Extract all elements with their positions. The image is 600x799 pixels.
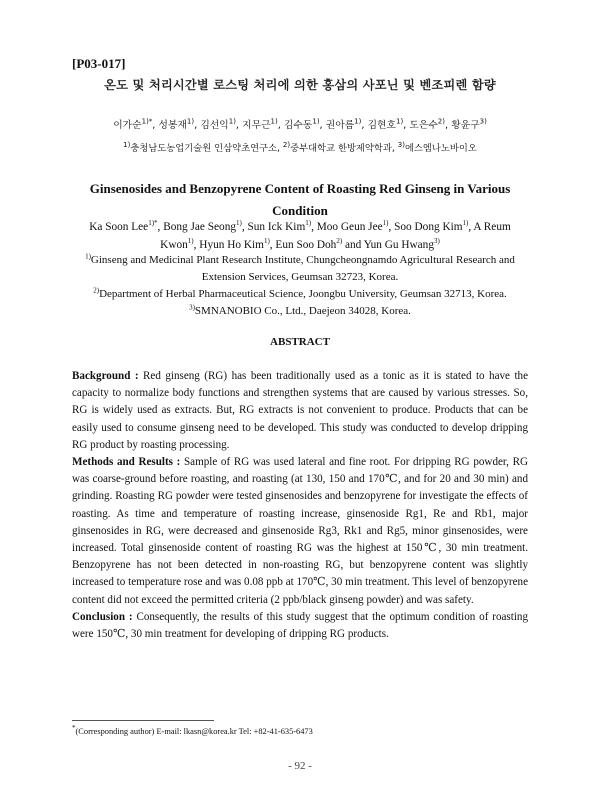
- affiliation-3: $^{3)}$SMNANOBIO Co., Ltd., Daejeon 34028, Korea.: [189, 303, 411, 317]
- affiliation-1: $^{1)}$Ginseng and Medicinal Plant Research Institute, Chungcheongnamdo Agricultural Research and Extension Services, Geumsan 32723, Korea.: [85, 252, 515, 283]
- methods-text: Sample of RG was used lateral and fine root. For dripping RG powder, RG was coarse-ground before roasting, and roasting (at 130, 150 and 170℃, and for 20 and 30 min) and grinding. Roasting RG powder were tested ginsenosides and benzopyrene for investigate the effects of roasting. As time and temperature of roasting increase, ginsenoside Rg1, Re and Rb1, major ginsenosides in RG, were decreased and ginsenoside Rg3, Rk1 and Rg5, minor ginsenosides, were increased. Total ginsenoside content of roasting RG was the highest at 150℃, 30 min treatment. Benzopyrene has not been detected in non-roasting RG, but benzopyrene content was slightly increased to temperature rose and was 0.08 ppb at 170℃, 30 min treatment. This level of benzopyrene content did not exceed the permitted criteria (2 ppb/black ginseng powder) and was safety.: [72, 456, 528, 606]
- background-text: Red ginseng (RG) has been traditionally used as a tonic as it is stated to have the capacity to normalize body functions and strengthen systems that are caused by various stresses. So, RG is widely used as extracts. But, RG extracts is not convenient to produce. Products that can be easily used to consume ginseng need to be developed. This study was conducted to develop dripping RG product by roasting processing.: [72, 370, 528, 451]
- methods-label: Methods and Results :: [72, 456, 181, 469]
- english-affiliations: [72, 252, 528, 320]
- conclusion-text: Consequently, the results of this study suggest that the optimum condition of roasting were 150℃, 30 min treatment for developing of dripping RG products.: [72, 610, 528, 641]
- korean-authors: 이가순$^{1)*}$, 성봉재$^{1)}$, 김선익$^{1)}$, 지무근$^{1)}$, 김수동$^{1)}$, 권아름$^{1)}$, 김현호$^{1)}$, 도은수$^{2)}$, 황윤구$^{3)}$: [113, 117, 487, 131]
- background-paragraph: [72, 368, 528, 454]
- methods-paragraph: [72, 454, 528, 609]
- footnote-rule: [72, 720, 214, 721]
- background-label: Background :: [72, 370, 139, 382]
- poster-code: [P03-017]: [72, 56, 126, 71]
- korean-affiliations: $^{1)}$충청남도농업기술원 인삼약초연구소, $^{2)}$중부대학교 한방제약학과, $^{3)}$에스엠나노바이오: [123, 140, 477, 154]
- conclusion-label: Conclusion :: [72, 610, 133, 623]
- affiliation-2: $^{2)}$Department of Herbal Pharmaceutical Science, Joongbu University, Geumsan 32713, Korea.: [93, 286, 507, 300]
- footnote: *(Corresponding author) E-mail: lkasn@korea.kr Tel: +82-41-635-6473: [72, 724, 313, 736]
- abstract-body: [72, 368, 528, 643]
- english-title: Ginsenosides and Benzopyrene Content of Roasting Red Ginseng in Various Condition: [89, 181, 511, 218]
- conclusion-paragraph: [72, 609, 528, 643]
- korean-title: 온도 및 처리시간별 로스팅 처리에 의한 홍삼의 사포닌 및 벤조피렌 함량: [104, 78, 496, 92]
- abstract-heading: ABSTRACT: [270, 336, 330, 348]
- english-authors: Ka Soon Lee$^{1)*}$, Bong Jae Seong$^{1)}$, Sun Ick Kim$^{1)}$, Moo Geun Jee$^{1)}$, Soo Dong Kim$^{1)}$, A Reum Kwon$^{1)}$, Hyun Ho Kim$^{1)}$, Eun Soo Doh$^{2)}$ and Yun Gu Hwang$^{3)}$: [89, 219, 511, 251]
- page-number: - 92 -: [288, 760, 312, 772]
